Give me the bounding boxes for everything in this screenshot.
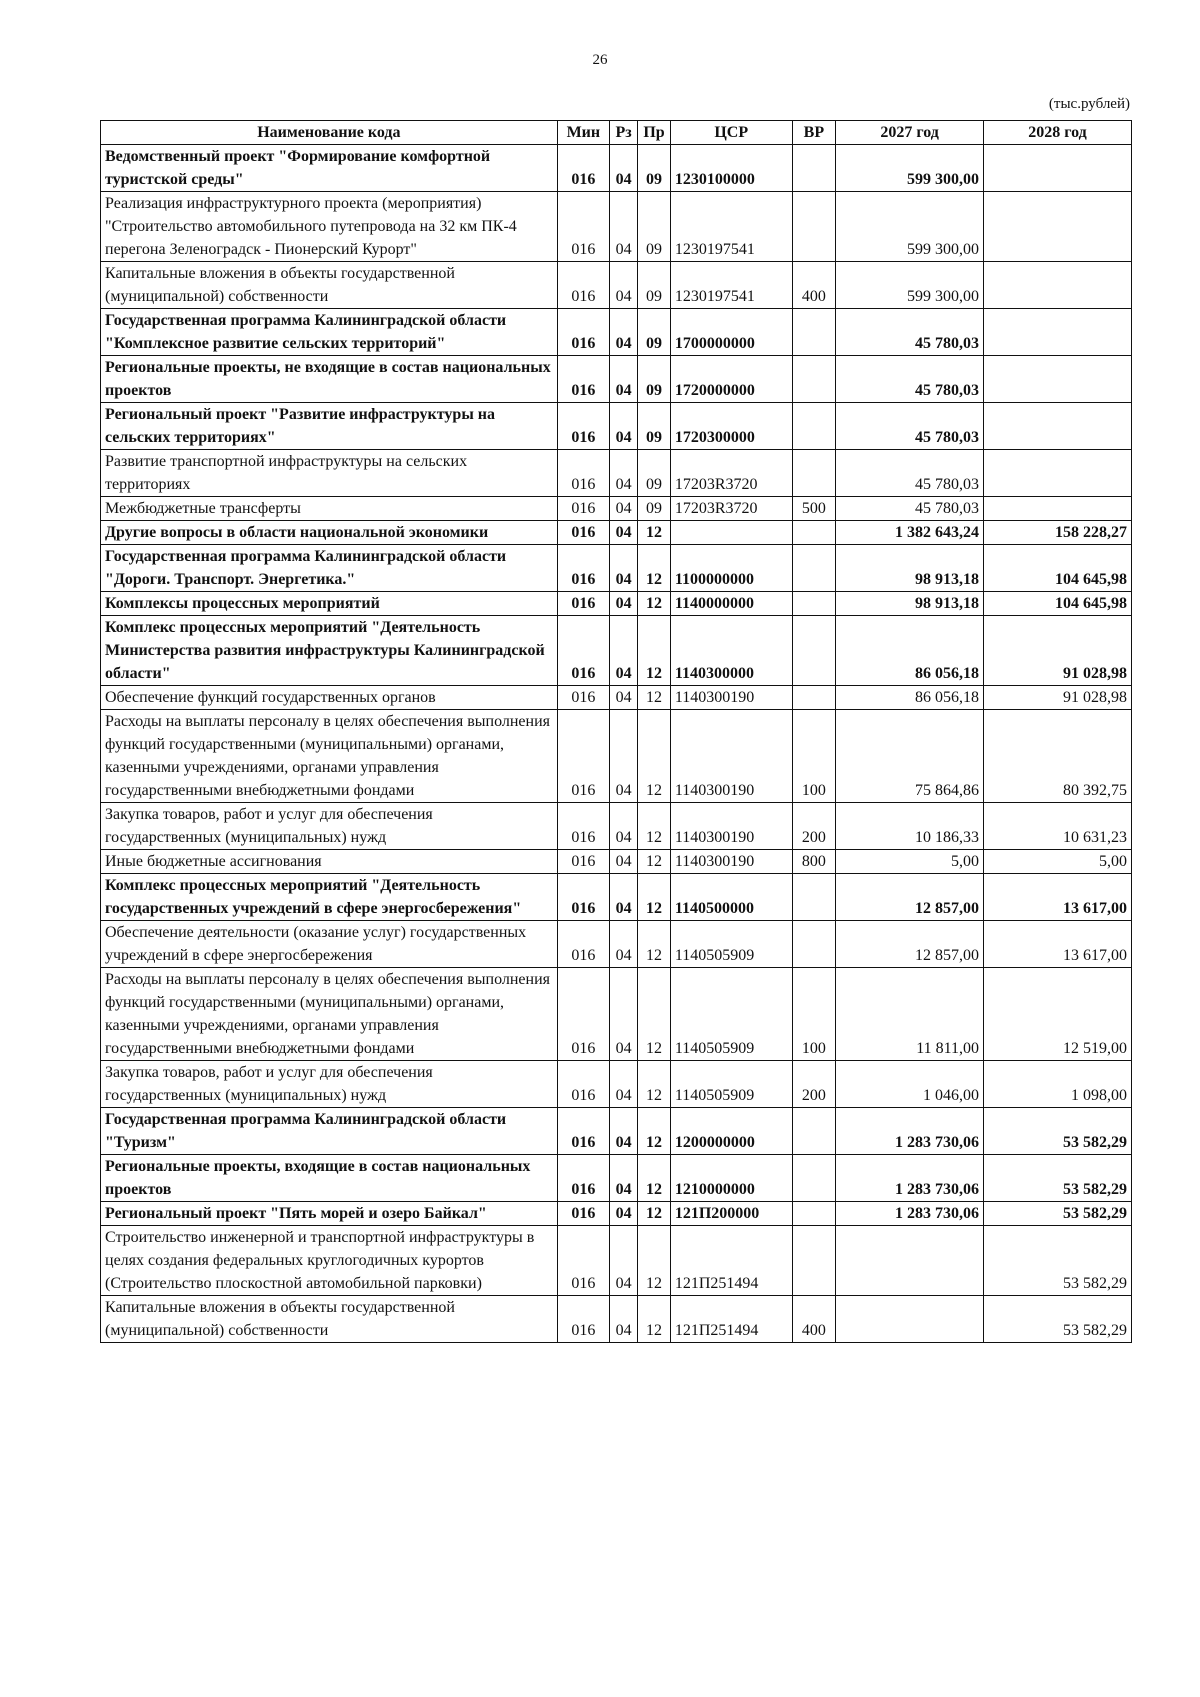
table-row (101, 803, 1132, 850)
cell-2028: 53 582,29 (984, 1155, 1132, 1202)
cell-vr: 400 (792, 1296, 836, 1343)
cell-2028: 13 617,00 (984, 921, 1132, 968)
cell-min: 016 (557, 1061, 609, 1108)
table-row (101, 1061, 1132, 1108)
cell-min: 016 (557, 521, 609, 545)
cell-name: Закупка товаров, работ и услуг для обеспечения государственных (муниципальных) нужд (101, 803, 558, 850)
cell-min: 016 (557, 1226, 609, 1296)
cell-2027: 1 283 730,06 (836, 1155, 984, 1202)
cell-2028: 80 392,75 (984, 710, 1132, 803)
cell-csr: 1140300000 (670, 616, 792, 686)
cell-min: 016 (557, 803, 609, 850)
cell-csr: 1230197541 (670, 262, 792, 309)
cell-rz: 04 (609, 403, 637, 450)
cell-2027 (836, 1226, 984, 1296)
table-row (101, 403, 1132, 450)
cell-2028 (984, 450, 1132, 497)
table-row (101, 450, 1132, 497)
cell-name: Закупка товаров, работ и услуг для обеспечения государственных (муниципальных) нужд (101, 1061, 558, 1108)
table-row (101, 874, 1132, 921)
cell-pr: 12 (638, 1226, 671, 1296)
table-row (101, 192, 1132, 262)
cell-pr: 12 (638, 850, 671, 874)
cell-name: Обеспечение деятельности (оказание услуг) государственных учреждений в сфере энергосбережения (101, 921, 558, 968)
cell-vr: 200 (792, 1061, 836, 1108)
cell-vr (792, 403, 836, 450)
cell-min: 016 (557, 921, 609, 968)
cell-name: Ведомственный проект "Формирование комфортной туристской среды" (101, 145, 558, 192)
table-row (101, 921, 1132, 968)
cell-2028: 104 645,98 (984, 592, 1132, 616)
cell-rz: 04 (609, 1155, 637, 1202)
cell-rz: 04 (609, 1226, 637, 1296)
budget-table (100, 120, 1132, 1343)
cell-rz: 04 (609, 356, 637, 403)
cell-vr (792, 874, 836, 921)
table-row (101, 521, 1132, 545)
cell-min: 016 (557, 192, 609, 262)
cell-pr: 09 (638, 192, 671, 262)
cell-csr: 1140505909 (670, 968, 792, 1061)
cell-rz: 04 (609, 1202, 637, 1226)
cell-name: Государственная программа Калининградской области "Туризм" (101, 1108, 558, 1155)
table-row (101, 309, 1132, 356)
table-row (101, 686, 1132, 710)
cell-rz: 04 (609, 850, 637, 874)
cell-csr: 1230197541 (670, 192, 792, 262)
cell-2028: 158 228,27 (984, 521, 1132, 545)
cell-2028 (984, 497, 1132, 521)
cell-vr: 500 (792, 497, 836, 521)
cell-min: 016 (557, 592, 609, 616)
table-row (101, 262, 1132, 309)
cell-csr: 1140505909 (670, 921, 792, 968)
cell-vr: 200 (792, 803, 836, 850)
cell-2027: 45 780,03 (836, 356, 984, 403)
cell-min: 016 (557, 497, 609, 521)
cell-vr: 100 (792, 710, 836, 803)
cell-vr: 800 (792, 850, 836, 874)
cell-2028: 53 582,29 (984, 1108, 1132, 1155)
table-row (101, 1108, 1132, 1155)
cell-2028 (984, 145, 1132, 192)
cell-vr (792, 450, 836, 497)
cell-2027: 98 913,18 (836, 545, 984, 592)
cell-2028: 10 631,23 (984, 803, 1132, 850)
cell-2027: 599 300,00 (836, 192, 984, 262)
cell-pr: 12 (638, 686, 671, 710)
cell-pr: 12 (638, 1061, 671, 1108)
cell-name: Региональный проект "Развитие инфраструктуры на сельских территориях" (101, 403, 558, 450)
cell-rz: 04 (609, 1296, 637, 1343)
cell-csr: 17203R3720 (670, 450, 792, 497)
cell-name: Государственная программа Калининградской области "Дороги. Транспорт. Энергетика." (101, 545, 558, 592)
cell-name: Региональные проекты, входящие в состав национальных проектов (101, 1155, 558, 1202)
cell-rz: 04 (609, 262, 637, 309)
cell-csr: 1200000000 (670, 1108, 792, 1155)
cell-2028: 5,00 (984, 850, 1132, 874)
cell-2027: 1 046,00 (836, 1061, 984, 1108)
cell-name: Региональные проекты, не входящие в состав национальных проектов (101, 356, 558, 403)
cell-vr (792, 356, 836, 403)
table-row (101, 592, 1132, 616)
cell-2027: 45 780,03 (836, 309, 984, 356)
cell-rz: 04 (609, 874, 637, 921)
header-2027: 2027 год (836, 121, 984, 145)
cell-rz: 04 (609, 450, 637, 497)
cell-csr: 1140500000 (670, 874, 792, 921)
cell-csr: 121П251494 (670, 1226, 792, 1296)
cell-2027: 12 857,00 (836, 921, 984, 968)
cell-vr: 400 (792, 262, 836, 309)
cell-name: Комплекс процессных мероприятий "Деятельность Министерства развития инфраструктуры Калининградской области" (101, 616, 558, 686)
cell-pr: 12 (638, 545, 671, 592)
cell-min: 016 (557, 262, 609, 309)
cell-2027: 45 780,03 (836, 497, 984, 521)
table-row (101, 1296, 1132, 1343)
cell-2027: 86 056,18 (836, 686, 984, 710)
cell-2027: 12 857,00 (836, 874, 984, 921)
cell-rz: 04 (609, 616, 637, 686)
cell-2027: 1 283 730,06 (836, 1108, 984, 1155)
cell-2027: 599 300,00 (836, 262, 984, 309)
units-label: (тыс.рублей) (1048, 96, 1130, 112)
cell-pr: 12 (638, 710, 671, 803)
cell-pr: 12 (638, 592, 671, 616)
cell-csr: 17203R3720 (670, 497, 792, 521)
header-2028: 2028 год (984, 121, 1132, 145)
table-row (101, 710, 1132, 803)
cell-pr: 09 (638, 497, 671, 521)
cell-csr: 121П251494 (670, 1296, 792, 1343)
cell-min: 016 (557, 450, 609, 497)
cell-name: Капитальные вложения в объекты государственной (муниципальной) собственности (101, 262, 558, 309)
cell-2028: 13 617,00 (984, 874, 1132, 921)
cell-name: Развитие транспортной инфраструктуры на сельских территориях (101, 450, 558, 497)
cell-name: Расходы на выплаты персоналу в целях обеспечения выполнения функций государственными (муниципальными) органами, казенными учреждениями, органами управления государственными внебюджетными фондами (101, 710, 558, 803)
cell-pr: 12 (638, 1108, 671, 1155)
cell-2027: 1 283 730,06 (836, 1202, 984, 1226)
cell-pr: 09 (638, 356, 671, 403)
header-csr: ЦСР (670, 121, 792, 145)
cell-csr: 1140300190 (670, 803, 792, 850)
cell-min: 016 (557, 309, 609, 356)
cell-2028: 91 028,98 (984, 616, 1132, 686)
cell-min: 016 (557, 710, 609, 803)
cell-csr: 1140300190 (670, 850, 792, 874)
cell-vr (792, 145, 836, 192)
table-header-row (101, 121, 1132, 145)
header-min: Мин (557, 121, 609, 145)
cell-name: Расходы на выплаты персоналу в целях обеспечения выполнения функций государственными (муниципальными) органами, казенными учреждениями, органами управления государственными внебюджетными фондами (101, 968, 558, 1061)
cell-pr: 09 (638, 450, 671, 497)
cell-name: Региональный проект "Пять морей и озеро Байкал" (101, 1202, 558, 1226)
cell-min: 016 (557, 145, 609, 192)
cell-2027: 98 913,18 (836, 592, 984, 616)
table-row (101, 850, 1132, 874)
cell-min: 016 (557, 874, 609, 921)
cell-name: Комплекс процессных мероприятий "Деятельность государственных учреждений в сфере энергосбережения" (101, 874, 558, 921)
cell-min: 016 (557, 1296, 609, 1343)
cell-rz: 04 (609, 545, 637, 592)
cell-rz: 04 (609, 145, 637, 192)
cell-min: 016 (557, 1155, 609, 1202)
cell-rz: 04 (609, 592, 637, 616)
cell-min: 016 (557, 850, 609, 874)
header-vr: ВР (792, 121, 836, 145)
cell-pr: 12 (638, 803, 671, 850)
cell-min: 016 (557, 403, 609, 450)
cell-pr: 12 (638, 921, 671, 968)
cell-2027: 5,00 (836, 850, 984, 874)
cell-2027: 11 811,00 (836, 968, 984, 1061)
cell-pr: 12 (638, 616, 671, 686)
cell-vr (792, 192, 836, 262)
cell-2027: 1 382 643,24 (836, 521, 984, 545)
cell-2027: 45 780,03 (836, 450, 984, 497)
cell-name: Строительство инженерной и транспортной инфраструктуры в целях создания федеральных круглогодичных курортов (Строительство плоскостной автомобильной парковки) (101, 1226, 558, 1296)
cell-rz: 04 (609, 968, 637, 1061)
cell-name: Государственная программа Калининградской области "Комплексное развитие сельских территорий" (101, 309, 558, 356)
cell-rz: 04 (609, 921, 637, 968)
cell-min: 016 (557, 686, 609, 710)
cell-csr: 1720000000 (670, 356, 792, 403)
cell-csr: 1140000000 (670, 592, 792, 616)
cell-vr (792, 309, 836, 356)
cell-rz: 04 (609, 1061, 637, 1108)
cell-name: Капитальные вложения в объекты государственной (муниципальной) собственности (101, 1296, 558, 1343)
cell-csr: 1210000000 (670, 1155, 792, 1202)
cell-2027: 75 864,86 (836, 710, 984, 803)
cell-csr: 1140300190 (670, 710, 792, 803)
cell-vr (792, 1226, 836, 1296)
cell-csr: 1100000000 (670, 545, 792, 592)
cell-name: Иные бюджетные ассигнования (101, 850, 558, 874)
cell-pr: 09 (638, 262, 671, 309)
cell-rz: 04 (609, 710, 637, 803)
cell-2028: 53 582,29 (984, 1226, 1132, 1296)
table-row (101, 1226, 1132, 1296)
cell-2028: 53 582,29 (984, 1296, 1132, 1343)
table-row (101, 616, 1132, 686)
cell-rz: 04 (609, 309, 637, 356)
cell-2028 (984, 262, 1132, 309)
cell-pr: 12 (638, 874, 671, 921)
cell-min: 016 (557, 545, 609, 592)
cell-pr: 12 (638, 521, 671, 545)
cell-name: Реализация инфраструктурного проекта (мероприятия) "Строительство автомобильного путепровода на 32 км ПК-4 перегона Зеленоградск - Пионерский Курорт" (101, 192, 558, 262)
cell-rz: 04 (609, 803, 637, 850)
cell-min: 016 (557, 968, 609, 1061)
table-row (101, 968, 1132, 1061)
cell-name: Комплексы процессных мероприятий (101, 592, 558, 616)
cell-pr: 09 (638, 309, 671, 356)
table-row (101, 497, 1132, 521)
cell-vr (792, 592, 836, 616)
page-number: 26 (592, 52, 608, 68)
cell-2028 (984, 192, 1132, 262)
cell-2028 (984, 356, 1132, 403)
header-pr: Пр (638, 121, 671, 145)
cell-csr: 1720300000 (670, 403, 792, 450)
cell-name: Другие вопросы в области национальной экономики (101, 521, 558, 545)
cell-min: 016 (557, 356, 609, 403)
cell-2028: 91 028,98 (984, 686, 1132, 710)
table-row (101, 145, 1132, 192)
cell-2028: 1 098,00 (984, 1061, 1132, 1108)
cell-2027 (836, 1296, 984, 1343)
cell-vr (792, 1108, 836, 1155)
cell-pr: 09 (638, 403, 671, 450)
cell-rz: 04 (609, 192, 637, 262)
table-row (101, 1155, 1132, 1202)
cell-2027: 45 780,03 (836, 403, 984, 450)
cell-2027: 86 056,18 (836, 616, 984, 686)
cell-pr: 12 (638, 1202, 671, 1226)
cell-min: 016 (557, 1202, 609, 1226)
table-row (101, 356, 1132, 403)
cell-name: Межбюджетные трансферты (101, 497, 558, 521)
cell-name: Обеспечение функций государственных органов (101, 686, 558, 710)
cell-2028 (984, 309, 1132, 356)
cell-2028: 12 519,00 (984, 968, 1132, 1061)
cell-csr: 1230100000 (670, 145, 792, 192)
cell-2028 (984, 403, 1132, 450)
cell-rz: 04 (609, 521, 637, 545)
cell-pr: 09 (638, 145, 671, 192)
cell-2027: 599 300,00 (836, 145, 984, 192)
cell-csr: 1700000000 (670, 309, 792, 356)
cell-vr (792, 616, 836, 686)
cell-2028: 53 582,29 (984, 1202, 1132, 1226)
cell-pr: 12 (638, 1296, 671, 1343)
cell-min: 016 (557, 1108, 609, 1155)
cell-csr: 1140300190 (670, 686, 792, 710)
cell-vr (792, 521, 836, 545)
cell-pr: 12 (638, 968, 671, 1061)
cell-vr (792, 1202, 836, 1226)
cell-vr (792, 921, 836, 968)
cell-csr: 1140505909 (670, 1061, 792, 1108)
cell-vr: 100 (792, 968, 836, 1061)
cell-vr (792, 545, 836, 592)
cell-vr (792, 1155, 836, 1202)
table-row (101, 1202, 1132, 1226)
cell-vr (792, 686, 836, 710)
cell-2027: 10 186,33 (836, 803, 984, 850)
cell-rz: 04 (609, 1108, 637, 1155)
cell-min: 016 (557, 616, 609, 686)
cell-csr (670, 521, 792, 545)
cell-pr: 12 (638, 1155, 671, 1202)
cell-2028: 104 645,98 (984, 545, 1132, 592)
table-row (101, 545, 1132, 592)
header-rz: Рз (609, 121, 637, 145)
cell-rz: 04 (609, 686, 637, 710)
cell-rz: 04 (609, 497, 637, 521)
cell-csr: 121П200000 (670, 1202, 792, 1226)
header-name: Наименование кода (101, 121, 558, 145)
